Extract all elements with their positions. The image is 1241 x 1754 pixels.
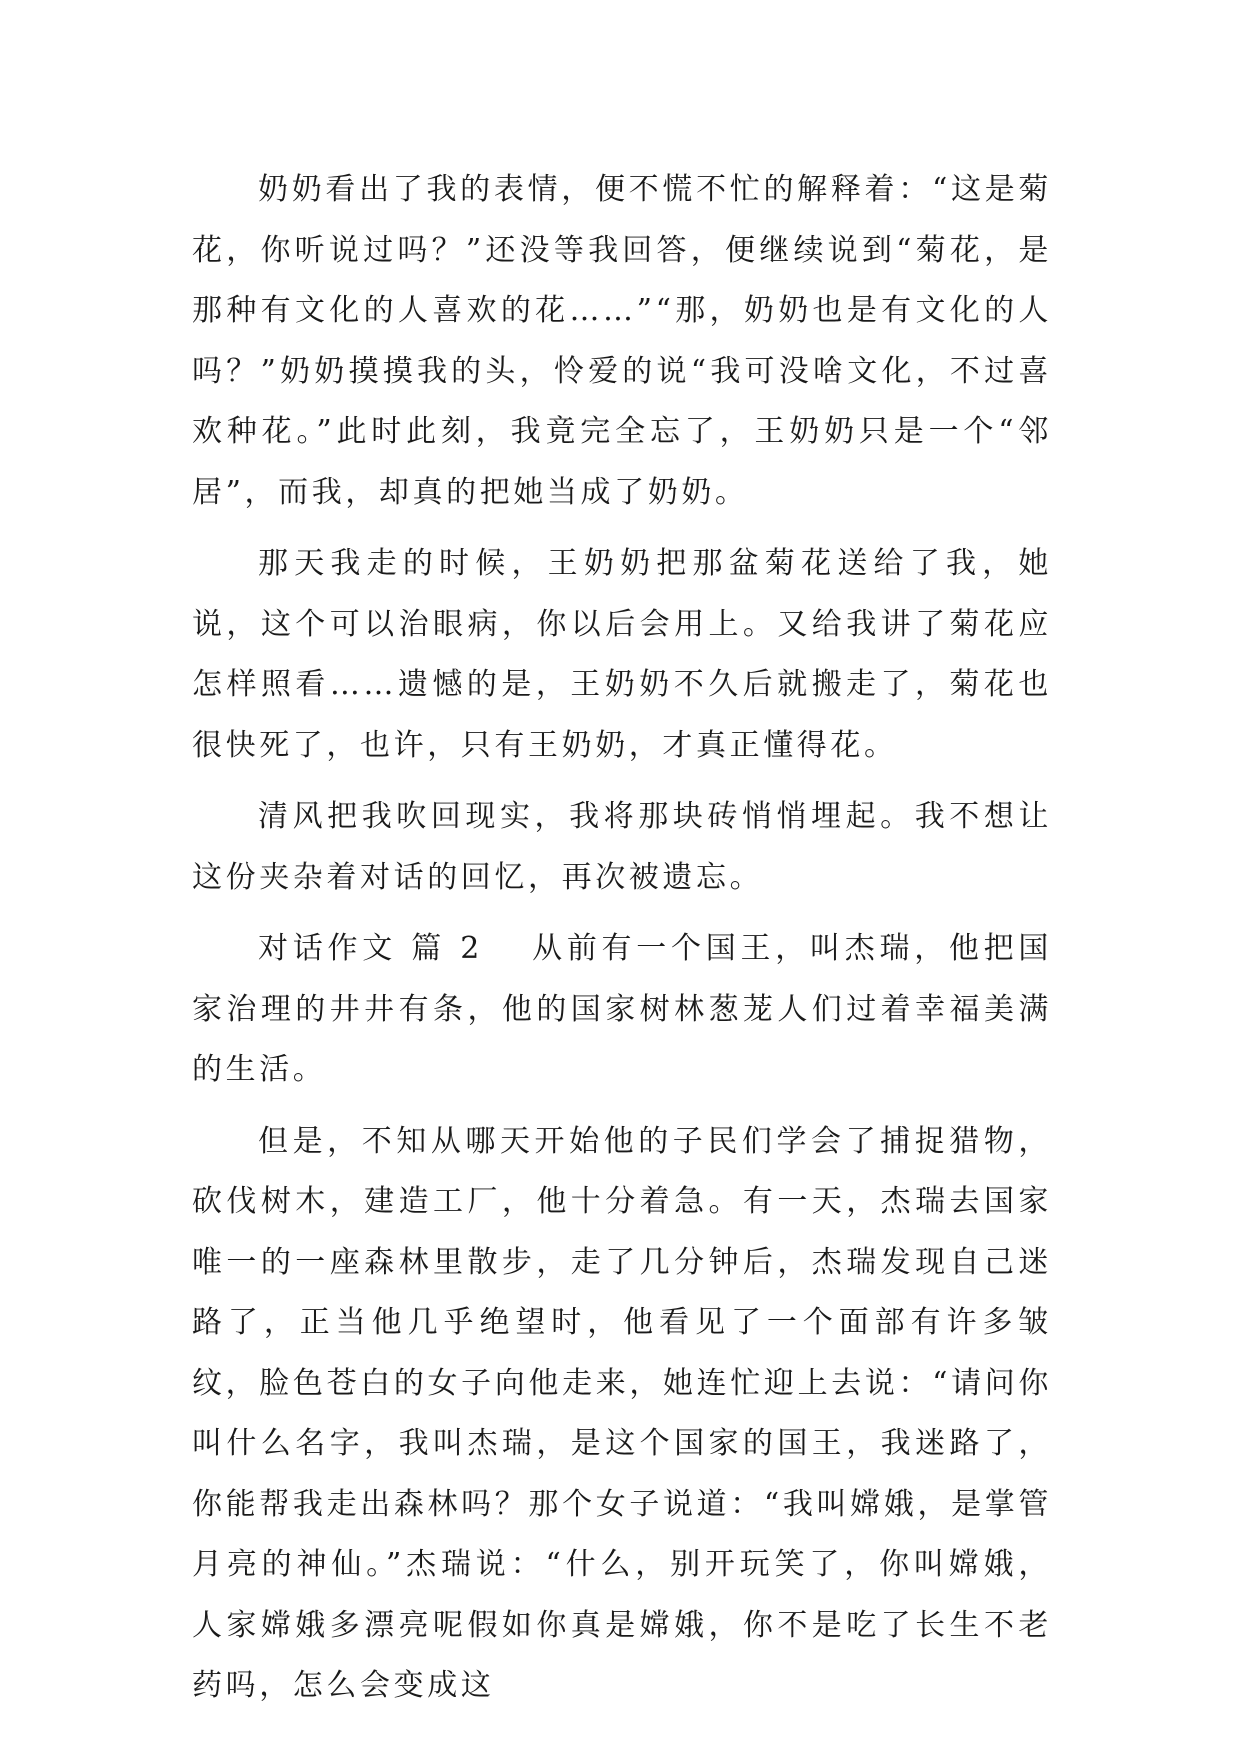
section-heading: 对话作文 篇 2	[258, 931, 483, 966]
paragraph-3: 清风把我吹回现实，我将那块砖悄悄埋起。我不想让这份夹杂着对话的回忆，再次被遗忘。	[192, 799, 1052, 895]
paragraph-2: 那天我走的时候，王奶奶把那盆菊花送给了我，她说，这个可以治眼病，你以后会用上。又给我讲了菊花应怎样照看……遗憾的是，王奶奶不久后就搬走了，菊花也很快死了，也许，只有王奶奶，才真正懂得花。	[192, 546, 1052, 763]
section-paragraph	[192, 919, 1052, 1101]
paragraph-5: 但是，不知从哪天开始他的子民们学会了捕捉猎物，砍伐树木，建造工厂，他十分着急。有一天，杰瑞去国家唯一的一座森林里散步，走了几分钟后，杰瑞发现自己迷路了，正当他几乎绝望时，他看见了一个面部有许多皱纹，脸色苍白的女子向他走来，她连忙迎上去说：“请问你叫什么名字，我叫杰瑞，是这个国家的国王，我迷路了，你能帮我走出森林吗？那个女子说道：“我叫嫦娥，是掌管月亮的神仙。”杰瑞说：“什么，别开玩笑了，你叫嫦娥，人家嫦娥多漂亮呢假如你真是嫦娥，你不是吃了长生不老药吗，怎么会变成这	[192, 1123, 1052, 1703]
paragraph-1: 奶奶看出了我的表情，便不慌不忙的解释着：“这是菊花，你听说过吗？”还没等我回答，便继续说到“菊花，是那种有文化的人喜欢的花……”“那，奶奶也是有文化的人吗？”奶奶摸摸我的头，怜爱的说“我可没啥文化，不过喜欢种花。”此时此刻，我竟完全忘了，王奶奶只是一个“邻居”，而我，却真的把她当成了奶奶。	[192, 172, 1052, 510]
document-body	[192, 160, 1052, 1717]
section-first-text: 从前有一个国王，叫杰瑞，他把国家治理的井井有条，他的国家树林葱茏人们过着幸福美满的生活。	[192, 931, 1053, 1087]
